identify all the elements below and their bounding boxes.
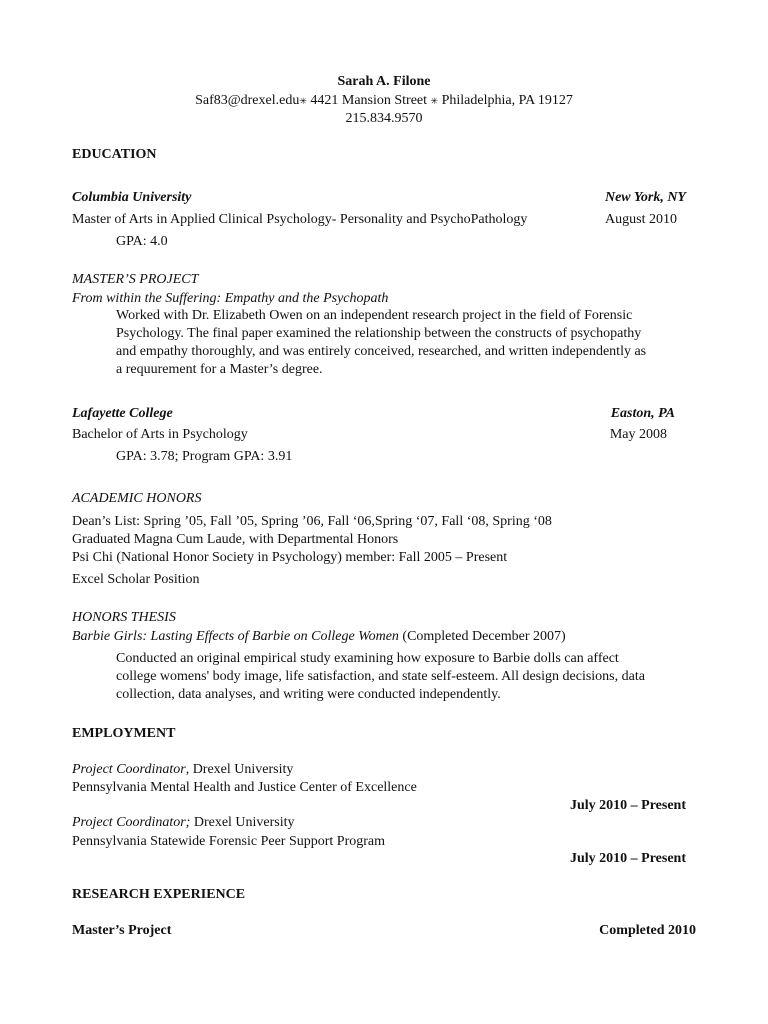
description-line: Worked with Dr. Elizabeth Owen on an independent research project in the field of Forensic: [116, 308, 633, 323]
description-line: collection, data analyses, and writing were conducted independently.: [116, 687, 501, 702]
section-heading-education: EDUCATION: [72, 147, 157, 162]
subheading-academic-honors: ACADEMIC HONORS: [72, 491, 202, 506]
job-dates: July 2010 – Present: [569, 798, 686, 813]
address-text: 4421 Mansion Street: [310, 93, 428, 108]
gpa-columbia: GPA: 4.0: [116, 234, 168, 249]
honor-item: Graduated Magna Cum Laude, with Departmental Honors: [72, 532, 399, 547]
description-line: Conducted an original empirical study examining how exposure to Barbie dolls can affect: [116, 651, 619, 666]
job-dates: July 2010 – Present: [569, 851, 686, 866]
subheading-masters-project: MASTER’S PROJECT: [72, 272, 199, 287]
description-line: Psychology. The final paper examined the relationship between the constructs of psychopathy: [116, 326, 642, 341]
job-employer: Drexel University: [190, 815, 295, 830]
honor-item: Excel Scholar Position: [72, 572, 200, 587]
job-program: Pennsylvania Mental Health and Justice Center of Excellence: [72, 780, 417, 795]
honors-thesis-title: Barbie Girls: Lasting Effects of Barbie on College Women: [72, 629, 399, 644]
honors-thesis-title-line: [72, 628, 566, 646]
honors-thesis-description: [116, 650, 696, 704]
section-heading-research: RESEARCH EXPERIENCE: [72, 887, 246, 902]
research-item-date: Completed 2010: [599, 923, 696, 938]
job-title: Project Coordinator: [72, 762, 186, 777]
contact-line: [0, 92, 768, 110]
degree-lafayette: Bachelor of Arts in Psychology: [72, 427, 248, 442]
masters-project-description: [116, 307, 696, 379]
separator-star: ✳: [430, 96, 439, 106]
email-text: Saf83@drexel.edu: [195, 93, 300, 108]
degree-columbia: Master of Arts in Applied Clinical Psychology- Personality and PsychoPathology: [72, 212, 528, 227]
honor-item: Dean’s List: Spring ’05, Fall ’05, Spring ’06, Fall ‘06,Spring ‘07, Fall ‘08, Spring ‘08: [72, 514, 552, 529]
description-line: and empathy thoroughly, and was entirely conceived, researched, and written independently as: [116, 344, 647, 359]
phone-text: 215.834.9570: [345, 111, 423, 126]
job-title: Project Coordinator;: [72, 815, 191, 830]
school-name-columbia: Columbia University: [72, 190, 192, 205]
city-text: Philadelphia, PA 19127: [441, 93, 573, 108]
subheading-honors-thesis: HONORS THESIS: [72, 610, 176, 625]
date-columbia: August 2010: [605, 212, 677, 227]
candidate-name: Sarah A. Filone: [337, 74, 431, 89]
job-title-separator: ,: [185, 762, 190, 777]
school-location-lafayette: Easton, PA: [610, 406, 675, 421]
job-program: Pennsylvania Statewide Forensic Peer Support Program: [72, 834, 386, 849]
honors-thesis-completion: (Completed December 2007): [402, 629, 566, 644]
honor-item: Psi Chi (National Honor Society in Psychology) member: Fall 2005 – Present: [72, 550, 508, 565]
job-employer: Drexel University: [189, 762, 294, 777]
gpa-lafayette: GPA: 3.78; Program GPA: 3.91: [116, 449, 293, 464]
school-name-lafayette: Lafayette College: [72, 406, 173, 421]
section-heading-employment: EMPLOYMENT: [72, 726, 176, 741]
separator-star: ✳: [299, 96, 307, 106]
job-title-line: [72, 761, 293, 779]
date-lafayette: May 2008: [609, 427, 667, 442]
school-location-columbia: New York, NY: [604, 190, 686, 205]
research-item-title: Master’s Project: [72, 923, 172, 938]
job-title-line: [72, 814, 295, 832]
masters-project-title: From within the Suffering: Empathy and the Psychopath: [72, 291, 389, 306]
description-line: a requurement for a Master’s degree.: [116, 362, 323, 377]
description-line: college womens' body image, life satisfaction, and state self-esteem. All design decisions, data: [116, 669, 645, 684]
